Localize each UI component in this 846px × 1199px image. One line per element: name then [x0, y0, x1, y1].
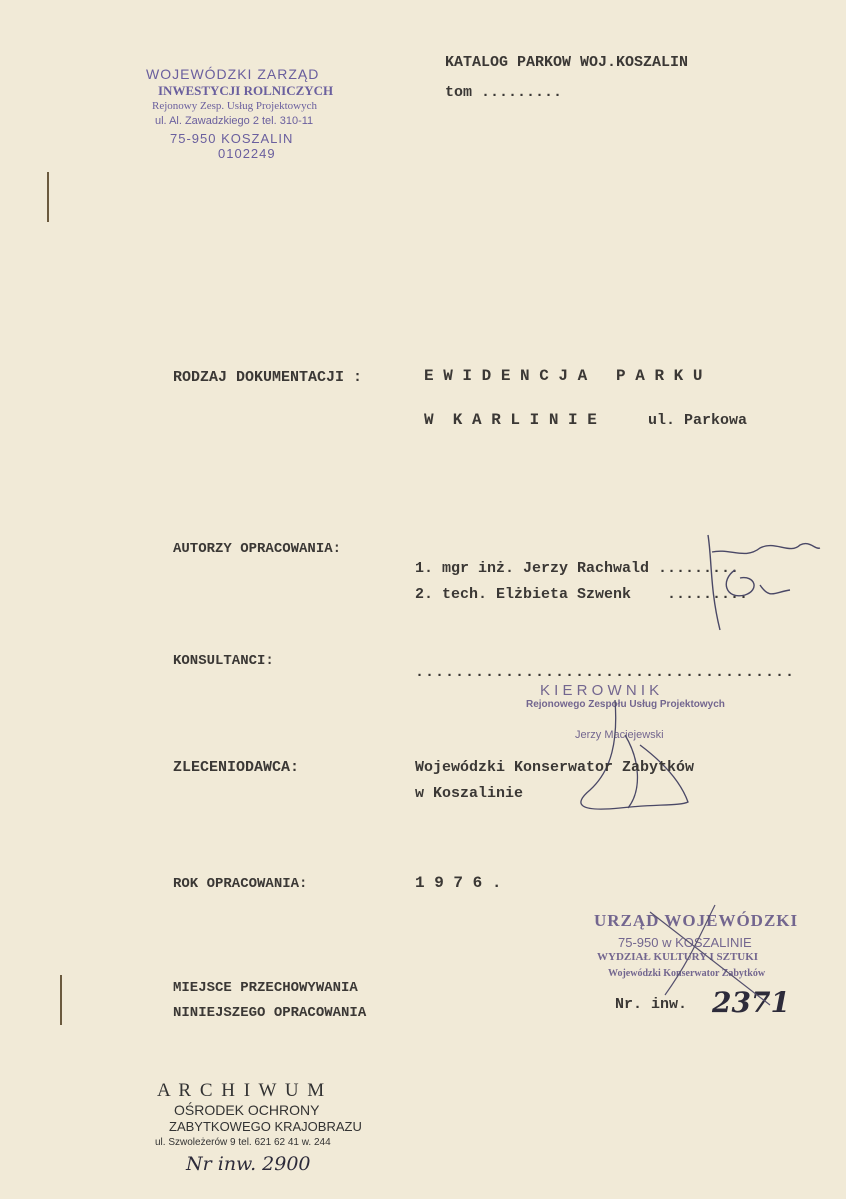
manager-stamp-line-2: Rejonowego Zespołu Usług Projektowych [526, 699, 725, 710]
archive-handwritten-number: Nr inw. 2900 [186, 1153, 311, 1175]
client-line-2: w Koszalinie [415, 785, 524, 802]
manager-stamp-line-3: Jerzy Maciejewski [575, 729, 664, 741]
archive-stamp-line-4: ul. Szwoleżerów 9 tel. 621 62 41 w. 244 [155, 1137, 331, 1148]
consultants-value: ...................................... [415, 664, 796, 681]
archive-stamp-line-1: A R C H I W U M [157, 1080, 327, 1101]
stamp-line-1: WOJEWÓDZKI ZARZĄD [146, 66, 320, 82]
consultants-label: KONSULTANCI: [173, 653, 274, 669]
client-label: ZLECENIODAWCA: [173, 759, 300, 776]
manager-stamp-line-1: K I E R O W N I K [540, 682, 660, 699]
author-1: 1. mgr inż. Jerzy Rachwald ......... [415, 560, 740, 577]
stamp-line-2: INWESTYCJI ROLNICZYCH [158, 83, 334, 98]
year-value: 1 9 7 6 . [415, 874, 502, 892]
doc-type-value-2b: ul. Parkowa [648, 412, 748, 429]
catalog-title: KATALOG PARKOW WOJ.KOSZALIN [445, 54, 689, 71]
year-label: ROK OPRACOWANIA: [173, 876, 308, 892]
stamp-line-4: ul. Al. Zawadzkiego 2 tel. 310-11 [155, 115, 314, 127]
office-stamp-line-4: Wojewódzki Konserwator Zabytków [608, 968, 766, 979]
office-stamp-line-2: 75-950 w KOSZALINIE [618, 935, 752, 950]
inventory-label: Nr. inw. [615, 996, 688, 1013]
archive-stamp-line-2: OŚRODEK OCHRONY [174, 1102, 320, 1118]
stamp-line-3: Rejonowy Zesp. Usług Projektowych [152, 100, 317, 112]
storage-label-1: MIEJSCE PRZECHOWYWANIA [173, 980, 358, 996]
doc-type-value-2a: W K A R L I N I E [424, 411, 597, 429]
office-stamp-line-3: WYDZIAŁ KULTURY I SZTUKI [597, 951, 759, 963]
storage-label-2: NINIEJSZEGO OPRACOWANIA [173, 1005, 367, 1021]
author-2: 2. tech. Elżbieta Szwenk ......... [415, 586, 749, 603]
doc-type-value-1: E W I D E N C J A P A R K U [424, 367, 703, 385]
office-stamp-line-1: URZĄD WOJEWÓDZKI [594, 911, 799, 930]
stamp-line-6: 0102249 [218, 146, 276, 161]
archive-stamp-line-3: ZABYTKOWEGO KRAJOBRAZU [169, 1119, 362, 1134]
inventory-number: 2371 [712, 986, 790, 1019]
client-line-1: Wojewódzki Konserwator Zabytków [415, 759, 695, 776]
stamp-line-5: 75-950 KOSZALIN [170, 131, 294, 146]
doc-type-label: RODZAJ DOKUMENTACJI : [173, 369, 363, 386]
authors-label: AUTORZY OPRACOWANIA: [173, 541, 342, 557]
volume-line: tom ......... [445, 84, 563, 101]
